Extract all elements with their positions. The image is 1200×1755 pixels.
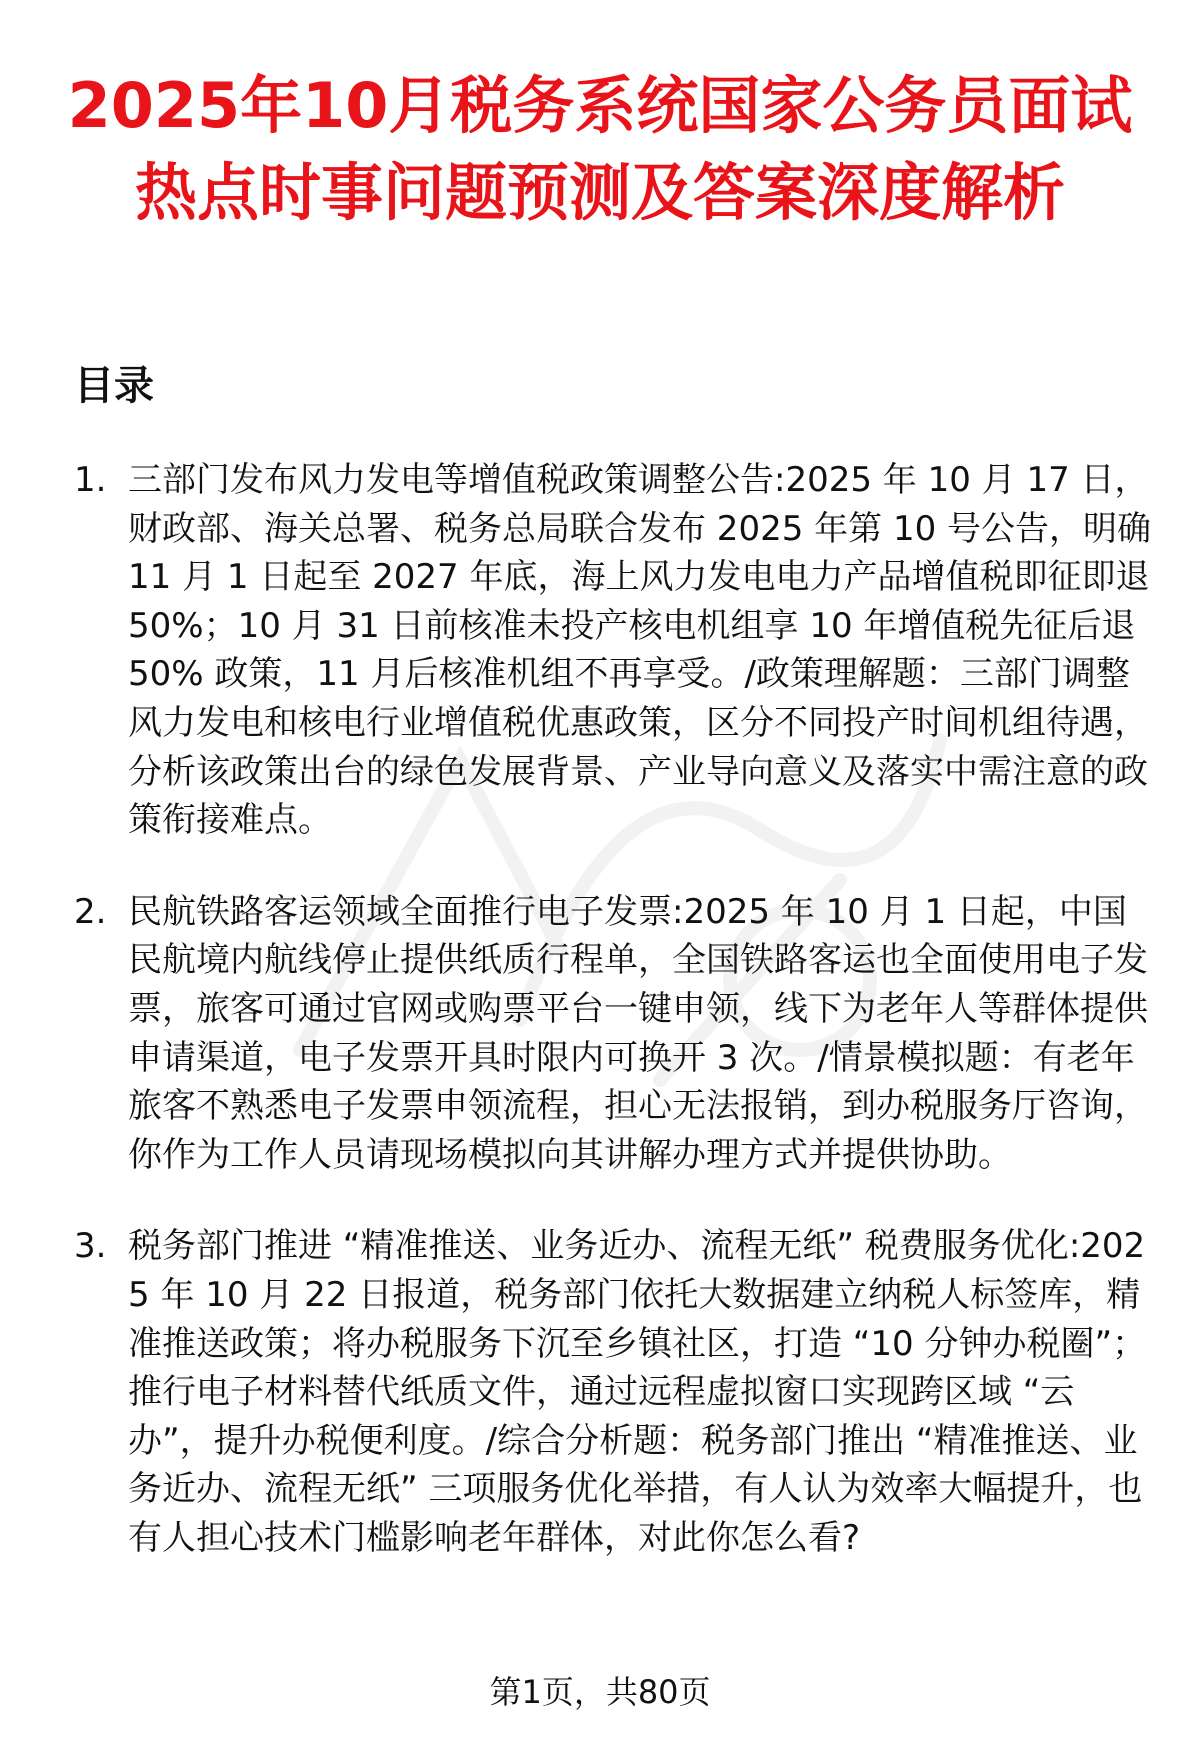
toc-item-number: 3. xyxy=(74,1226,107,1267)
toc-item-number: 2. xyxy=(74,891,107,932)
toc-list xyxy=(0,456,1200,1605)
toc-heading: 目录 xyxy=(74,363,154,409)
toc-item-number: 1. xyxy=(74,460,107,500)
toc-item-2 xyxy=(0,888,1200,1180)
toc-item-text: 三部门发布风力发电等增值税政策调整公告:2025 年 10 月 17 日，财政部、海关总署、税务总局联合发布 2025 年第 10 号公告，明确 11 月 1 日起至 2027 年底，海上风力发电电力产品增值税即征即退 50%；10 月 31 日前核准未投产核电机组享 10 年增值税先征后退 50% 政策，11 月后核准机组不再享受。/政策理解题：三部门调整风力发电和核电行业增值税优惠政策，区分不同投产时间机组待遇，分析该政策出台的绿色发展背景、产业导向意义及落实中需注意的政策衔接难点。 xyxy=(128,460,1162,841)
toc-item-1 xyxy=(0,456,1200,845)
page-footer: 第1页，共80页 xyxy=(489,1673,711,1711)
document-title: 2025年10月税务系统国家公务员面试热点时事问题预测及答案深度解析 xyxy=(67,69,1133,229)
toc-item-text: 民航铁路客运领域全面推行电子发票:2025 年 10 月 1 日起，中国民航境内航线停止提供纸质行程单，全国铁路客运也全面使用电子发票，旅客可通过官网或购票平台一键申领，线下为老年人等群体提供申请渠道，电子发票开具时限内可换开 3 次。/情景模拟题：有老年旅客不熟悉电子发票申领流程，担心无法报销，到办税服务厅咨询，你作为工作人员请现场模拟向其讲解办理方式并提供协助。 xyxy=(128,891,1148,1175)
toc-item-text: 税务部门推进 “精准推送、业务近办、流程无纸” 税费服务优化:2025 年 10 月 22 日报道，税务部门依托大数据建立纳税人标签库，精准推送政策；将办税服务下沉至乡镇社区，打造 “10 分钟办税圈”；推行电子材料替代纸质文件，通过远程虚拟窗口实现跨区域 “云办”，提升办税便利度。/综合分析题：税务部门推出 “精准推送、业务近办、流程无纸” 三项服务优化举措，有人认为效率大幅提升，也有人担心技术门槛影响老年群体，对此你怎么看? xyxy=(128,1226,1147,1558)
toc-item-3 xyxy=(0,1222,1200,1562)
